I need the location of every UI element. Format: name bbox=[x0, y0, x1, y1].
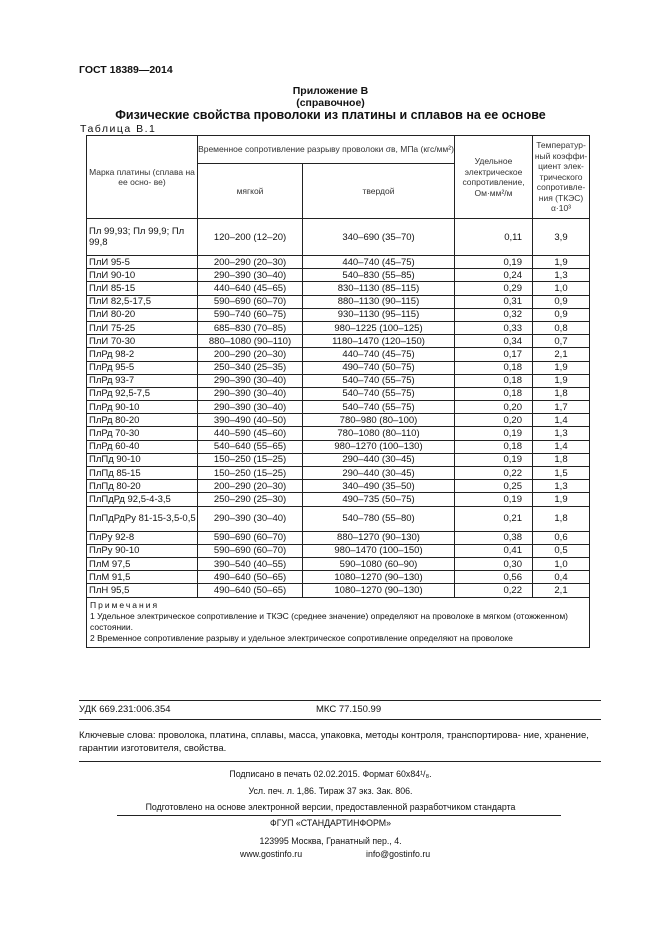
grade-cell: Пл 99,93; Пл 99,9; Пл 99,8 bbox=[87, 219, 198, 256]
soft-cell: 440–590 (45–60) bbox=[198, 427, 303, 440]
hard-cell: 540–780 (55–80) bbox=[303, 506, 455, 531]
grade-cell: ПлПдРд 92,5-4-3,5 bbox=[87, 493, 198, 506]
hard-cell: 590–1080 (60–90) bbox=[303, 557, 455, 570]
tcr-cell: 0,5 bbox=[533, 544, 590, 557]
resistivity-cell: 0,18 bbox=[455, 374, 533, 387]
tcr-cell: 0,6 bbox=[533, 531, 590, 544]
resistivity-cell: 0,31 bbox=[455, 295, 533, 308]
grade-cell: ПлИ 90-10 bbox=[87, 269, 198, 282]
hard-cell: 440–740 (45–75) bbox=[303, 348, 455, 361]
soft-cell: 150–250 (15–25) bbox=[198, 453, 303, 466]
hard-cell: 1080–1270 (90–130) bbox=[303, 584, 455, 597]
tcr-cell: 1,4 bbox=[533, 414, 590, 427]
hard-cell: 540–830 (55–85) bbox=[303, 269, 455, 282]
grade-cell: ПлРд 80-20 bbox=[87, 414, 198, 427]
document-header: ГОСТ 18389—2014 bbox=[79, 64, 173, 76]
soft-cell: 200–290 (20–30) bbox=[198, 256, 303, 269]
table-row bbox=[87, 387, 590, 400]
tcr-cell: 2,1 bbox=[533, 584, 590, 597]
table-row bbox=[87, 308, 590, 321]
tcr-cell: 3,9 bbox=[533, 219, 590, 256]
grade-cell: ПлИ 85-15 bbox=[87, 282, 198, 295]
notes-heading: Примечания bbox=[90, 599, 160, 610]
tcr-cell: 1,7 bbox=[533, 401, 590, 414]
table-body bbox=[87, 219, 590, 648]
grade-cell: ПлИ 75-25 bbox=[87, 321, 198, 334]
hard-cell: 930–1130 (95–115) bbox=[303, 308, 455, 321]
print-info: Усл. печ. л. 1,86. Тираж 37 экз. Зак. 806. bbox=[248, 786, 413, 796]
table-row bbox=[87, 506, 590, 531]
grade-cell: ПлРд 98-2 bbox=[87, 348, 198, 361]
soft-cell: 290–390 (30–40) bbox=[198, 269, 303, 282]
table-row bbox=[87, 219, 590, 256]
table-row bbox=[87, 348, 590, 361]
header-resistivity: Удельное электрическое сопротивление, Ом·мм²/м bbox=[455, 136, 533, 219]
soft-cell: 590–690 (60–70) bbox=[198, 295, 303, 308]
footer-rule-bottom bbox=[79, 761, 601, 762]
appendix-subtitle: (справочное) bbox=[296, 97, 365, 109]
tcr-cell: 1,8 bbox=[533, 387, 590, 400]
table-row bbox=[87, 493, 590, 506]
publisher-rule bbox=[117, 815, 561, 816]
grade-cell: ПлМ 97,5 bbox=[87, 557, 198, 570]
notes-row bbox=[87, 597, 590, 647]
resistivity-cell: 0,19 bbox=[455, 256, 533, 269]
tcr-cell: 1,3 bbox=[533, 480, 590, 493]
table-label: Таблица В.1 bbox=[80, 123, 157, 135]
table-row bbox=[87, 374, 590, 387]
soft-cell: 290–390 (30–40) bbox=[198, 387, 303, 400]
tcr-cell: 1,3 bbox=[533, 269, 590, 282]
hard-cell: 490–740 (50–75) bbox=[303, 361, 455, 374]
appendix-main-title: Физические свойства проволоки из платины и сплавов на ее основе bbox=[115, 108, 546, 122]
hard-cell: 340–490 (35–50) bbox=[303, 480, 455, 493]
tcr-cell: 1,9 bbox=[533, 374, 590, 387]
soft-cell: 250–290 (25–30) bbox=[198, 493, 303, 506]
header-soft: мягкой bbox=[198, 164, 303, 219]
soft-cell: 490–640 (50–65) bbox=[198, 571, 303, 584]
grade-cell: ПлРд 95-5 bbox=[87, 361, 198, 374]
soft-cell: 590–690 (60–70) bbox=[198, 531, 303, 544]
publisher-email[interactable]: info@gostinfo.ru bbox=[366, 849, 431, 859]
tcr-cell: 1,8 bbox=[533, 453, 590, 466]
properties-table bbox=[86, 135, 590, 648]
table-row bbox=[87, 321, 590, 334]
table-row bbox=[87, 401, 590, 414]
publisher-address: 123995 Москва, Гранатный пер., 4. bbox=[259, 836, 402, 846]
table-row bbox=[87, 584, 590, 597]
tcr-cell: 1,9 bbox=[533, 493, 590, 506]
table-row bbox=[87, 544, 590, 557]
table-row bbox=[87, 269, 590, 282]
resistivity-cell: 0,24 bbox=[455, 269, 533, 282]
tcr-cell: 1,9 bbox=[533, 361, 590, 374]
header-tcr: Температур- ный коэффи- циент элек- трического сопротивле- ния (ТКЭС) α·10³ bbox=[533, 136, 590, 219]
resistivity-cell: 0,17 bbox=[455, 348, 533, 361]
table-row bbox=[87, 414, 590, 427]
resistivity-cell: 0,19 bbox=[455, 427, 533, 440]
grade-cell: ПлИ 80-20 bbox=[87, 308, 198, 321]
grade-cell: ПлРд 92,5-7,5 bbox=[87, 387, 198, 400]
grade-cell: ПлПд 80-20 bbox=[87, 480, 198, 493]
note-2: 2 Временное сопротивление разрыву и удельное электрическое сопротивление определяют на проволоке bbox=[90, 632, 513, 643]
hard-cell: 980–1225 (100–125) bbox=[303, 321, 455, 334]
table-row bbox=[87, 361, 590, 374]
resistivity-cell: 0,21 bbox=[455, 506, 533, 531]
footer-rule-middle bbox=[79, 719, 601, 720]
publisher-website[interactable]: www.gostinfo.ru bbox=[240, 849, 303, 859]
resistivity-cell: 0,18 bbox=[455, 440, 533, 453]
keywords-text: Ключевые слова: проволока, платина, сплавы, масса, упаковка, методы контроля, транспортирова- ние, хранение, гарантии изготовителя, свойства. bbox=[79, 730, 589, 754]
soft-cell: 290–390 (30–40) bbox=[198, 506, 303, 531]
soft-cell: 150–250 (15–25) bbox=[198, 467, 303, 480]
hard-cell: 980–1270 (100–130) bbox=[303, 440, 455, 453]
table-row bbox=[87, 480, 590, 493]
table-row bbox=[87, 440, 590, 453]
hard-cell: 980–1470 (100–150) bbox=[303, 544, 455, 557]
header-strength: Временное сопротивление разрыву проволоки σв, МПа (кгс/мм²) bbox=[198, 136, 455, 164]
tcr-cell: 1,9 bbox=[533, 256, 590, 269]
grade-cell: ПлРу 90-10 bbox=[87, 544, 198, 557]
grade-cell: ПлРд 93-7 bbox=[87, 374, 198, 387]
note-1: 1 Удельное электрическое сопротивление и ТКЭС (среднее значение) определяют на проволоке в мягком (отожженном) состоянии. bbox=[90, 610, 568, 632]
resistivity-cell: 0,25 bbox=[455, 480, 533, 493]
grade-cell: ПлИ 70-30 bbox=[87, 335, 198, 348]
table-row bbox=[87, 571, 590, 584]
table-row bbox=[87, 295, 590, 308]
resistivity-cell: 0,34 bbox=[455, 335, 533, 348]
table-row bbox=[87, 427, 590, 440]
soft-cell: 590–740 (60–75) bbox=[198, 308, 303, 321]
tcr-cell: 1,4 bbox=[533, 440, 590, 453]
resistivity-cell: 0,18 bbox=[455, 361, 533, 374]
soft-cell: 200–290 (20–30) bbox=[198, 348, 303, 361]
grade-cell: ПлИ 95-5 bbox=[87, 256, 198, 269]
hard-cell: 780–980 (80–100) bbox=[303, 414, 455, 427]
grade-cell: ПлРд 90-10 bbox=[87, 401, 198, 414]
tcr-cell: 1,0 bbox=[533, 557, 590, 570]
grade-cell: ПлИ 82,5-17,5 bbox=[87, 295, 198, 308]
header-grade: Марка платины (сплава на ее осно- ве) bbox=[87, 136, 198, 219]
table-row bbox=[87, 256, 590, 269]
resistivity-cell: 0,41 bbox=[455, 544, 533, 557]
tcr-cell: 0,4 bbox=[533, 571, 590, 584]
grade-cell: ПлПд 85-15 bbox=[87, 467, 198, 480]
resistivity-cell: 0,11 bbox=[455, 219, 533, 256]
appendix-title: Приложение В bbox=[292, 85, 369, 97]
grade-cell: ПлПдРдРу 81-15-3,5-0,5 bbox=[87, 506, 198, 531]
soft-cell: 120–200 (12–20) bbox=[198, 219, 303, 256]
table-row bbox=[87, 335, 590, 348]
grade-cell: ПлПд 90-10 bbox=[87, 453, 198, 466]
hard-cell: 340–690 (35–70) bbox=[303, 219, 455, 256]
hard-cell: 780–1080 (80–110) bbox=[303, 427, 455, 440]
table-row bbox=[87, 531, 590, 544]
tcr-cell: 0,7 bbox=[533, 335, 590, 348]
resistivity-cell: 0,18 bbox=[455, 387, 533, 400]
header-hard: твердой bbox=[303, 164, 455, 219]
table-row bbox=[87, 557, 590, 570]
resistivity-cell: 0,30 bbox=[455, 557, 533, 570]
hard-cell: 490–735 (50–75) bbox=[303, 493, 455, 506]
tcr-cell: 1,5 bbox=[533, 467, 590, 480]
resistivity-cell: 0,33 bbox=[455, 321, 533, 334]
soft-cell: 440–640 (45–65) bbox=[198, 282, 303, 295]
soft-cell: 200–290 (20–30) bbox=[198, 480, 303, 493]
footer-rule-top bbox=[79, 700, 601, 701]
hard-cell: 540–740 (55–75) bbox=[303, 401, 455, 414]
resistivity-cell: 0,38 bbox=[455, 531, 533, 544]
resistivity-cell: 0,19 bbox=[455, 493, 533, 506]
soft-cell: 390–540 (40–55) bbox=[198, 557, 303, 570]
table-row bbox=[87, 467, 590, 480]
tcr-cell: 1,8 bbox=[533, 506, 590, 531]
hard-cell: 290–440 (30–45) bbox=[303, 453, 455, 466]
resistivity-cell: 0,19 bbox=[455, 453, 533, 466]
resistivity-cell: 0,22 bbox=[455, 467, 533, 480]
soft-cell: 290–390 (30–40) bbox=[198, 374, 303, 387]
hard-cell: 540–740 (55–75) bbox=[303, 374, 455, 387]
signed-to-print: Подписано в печать 02.02.2015. Формат 60x84¹/₈. bbox=[229, 769, 432, 779]
soft-cell: 250–340 (25–35) bbox=[198, 361, 303, 374]
table-row bbox=[87, 282, 590, 295]
resistivity-cell: 0,20 bbox=[455, 401, 533, 414]
grade-cell: ПлРу 92-8 bbox=[87, 531, 198, 544]
resistivity-cell: 0,32 bbox=[455, 308, 533, 321]
hard-cell: 880–1130 (90–115) bbox=[303, 295, 455, 308]
soft-cell: 685–830 (70–85) bbox=[198, 321, 303, 334]
table-notes bbox=[87, 597, 590, 647]
hard-cell: 440–740 (45–75) bbox=[303, 256, 455, 269]
hard-cell: 830–1130 (85–115) bbox=[303, 282, 455, 295]
grade-cell: ПлМ 91,5 bbox=[87, 571, 198, 584]
tcr-cell: 2,1 bbox=[533, 348, 590, 361]
prepared-note: Подготовлено на основе электронной версии, предоставленной разработчиком стандарта bbox=[145, 802, 516, 812]
hard-cell: 880–1270 (90–130) bbox=[303, 531, 455, 544]
table-row bbox=[87, 453, 590, 466]
soft-cell: 880–1080 (90–110) bbox=[198, 335, 303, 348]
resistivity-cell: 0,29 bbox=[455, 282, 533, 295]
soft-cell: 390–490 (40–50) bbox=[198, 414, 303, 427]
resistivity-cell: 0,20 bbox=[455, 414, 533, 427]
tcr-cell: 1,3 bbox=[533, 427, 590, 440]
mks-code: МКС 77.150.99 bbox=[316, 704, 382, 715]
soft-cell: 590–690 (60–70) bbox=[198, 544, 303, 557]
grade-cell: ПлРд 70-30 bbox=[87, 427, 198, 440]
tcr-cell: 1,0 bbox=[533, 282, 590, 295]
soft-cell: 290–390 (30–40) bbox=[198, 401, 303, 414]
tcr-cell: 0,9 bbox=[533, 308, 590, 321]
publisher-name: ФГУП «СТАНДАРТИНФОРМ» bbox=[270, 818, 391, 828]
tcr-cell: 0,9 bbox=[533, 295, 590, 308]
hard-cell: 290–440 (30–45) bbox=[303, 467, 455, 480]
tcr-cell: 0,8 bbox=[533, 321, 590, 334]
grade-cell: ПлН 95,5 bbox=[87, 584, 198, 597]
resistivity-cell: 0,22 bbox=[455, 584, 533, 597]
hard-cell: 1180–1470 (120–150) bbox=[303, 335, 455, 348]
resistivity-cell: 0,56 bbox=[455, 571, 533, 584]
hard-cell: 540–740 (55–75) bbox=[303, 387, 455, 400]
grade-cell: ПлРд 60-40 bbox=[87, 440, 198, 453]
soft-cell: 490–640 (50–65) bbox=[198, 584, 303, 597]
soft-cell: 540–640 (55–65) bbox=[198, 440, 303, 453]
hard-cell: 1080–1270 (90–130) bbox=[303, 571, 455, 584]
udc-code: УДК 669.231:006.354 bbox=[79, 704, 171, 715]
